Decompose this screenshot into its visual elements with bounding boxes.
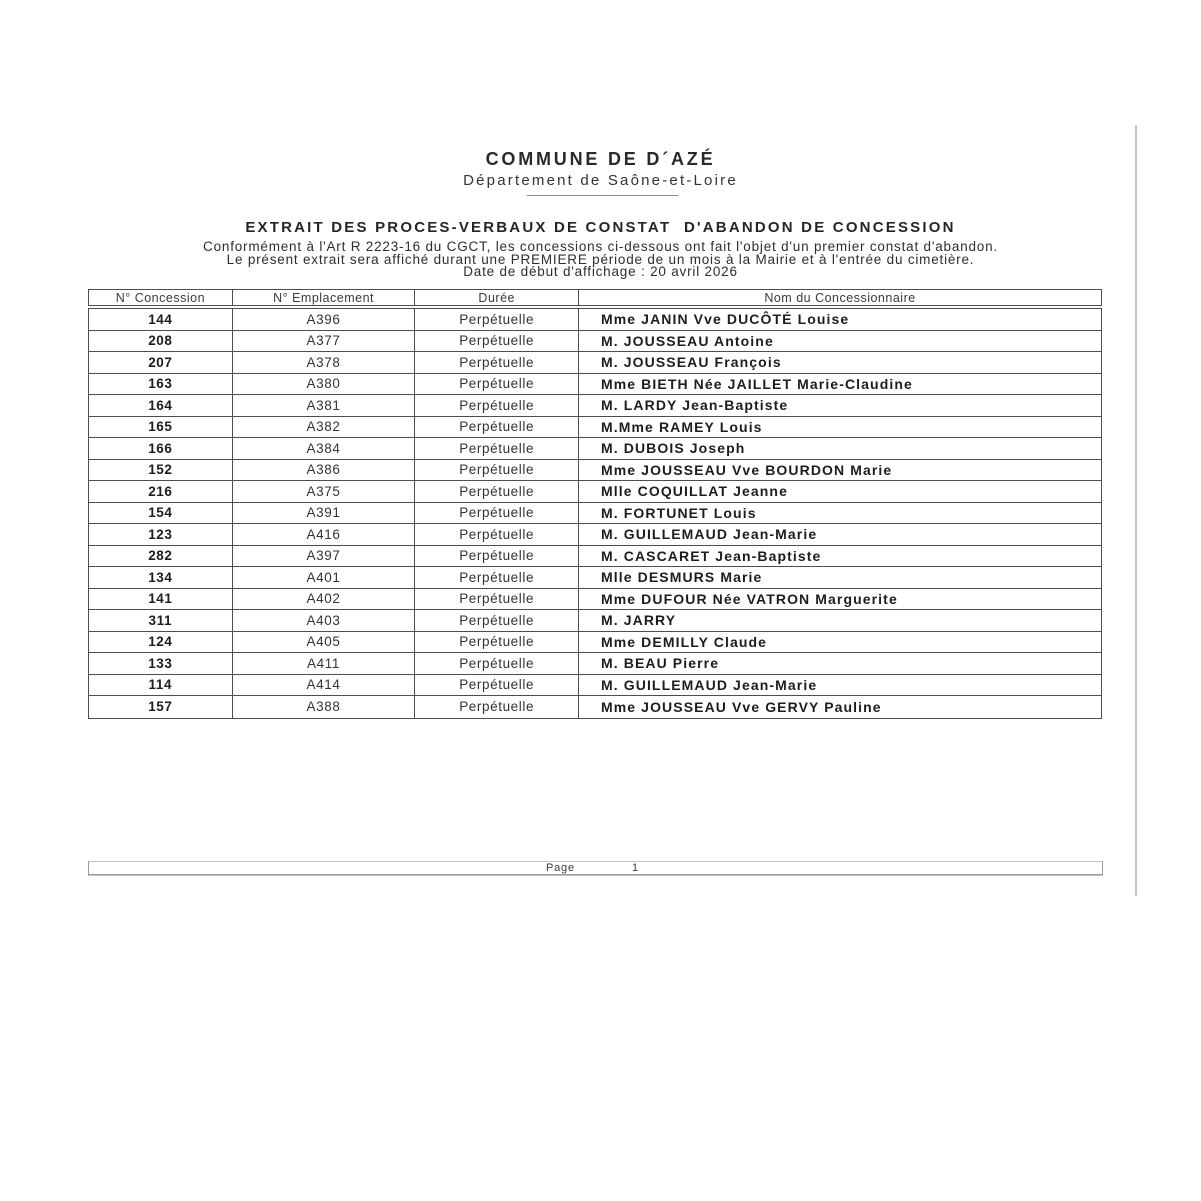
cell-emplacement: A414: [233, 675, 416, 696]
cell-duree: Perpétuelle: [415, 567, 579, 588]
cell-nom: Mme BIETH Née JAILLET Marie-Claudine: [601, 375, 913, 392]
cell-nom: M. JOUSSEAU François: [601, 354, 782, 371]
cell-concession: 216: [89, 481, 233, 502]
page-footer-bar: [88, 861, 1103, 875]
cell-emplacement: A403: [233, 610, 416, 631]
cell-nom: M. JOUSSEAU Antoine: [601, 332, 774, 349]
cell-emplacement: A388: [233, 696, 416, 718]
cell-duree: Perpétuelle: [415, 524, 579, 545]
table-row: [89, 653, 1101, 675]
cell-concession: 311: [89, 610, 233, 631]
column-header-nom: Nom du Concessionnaire: [764, 290, 916, 305]
cell-duree: Perpétuelle: [415, 632, 579, 653]
cell-duree: Perpétuelle: [415, 331, 579, 352]
cell-concession: 144: [89, 309, 233, 330]
cell-nom: Mlle COQUILLAT Jeanne: [601, 483, 788, 500]
cell-concession: 141: [89, 589, 233, 610]
table-row: [89, 374, 1101, 396]
cell-nom: Mme JANIN Vve DUCÔTÉ Louise: [601, 311, 850, 328]
cell-emplacement: A391: [233, 503, 416, 524]
cell-emplacement: A384: [233, 438, 416, 459]
intro-line-2: Le présent extrait sera affiché durant une PREMIERE période de un mois à la Mairie et à l'entrée du cimetière.: [226, 251, 975, 267]
cell-emplacement: A401: [233, 567, 416, 588]
intro-line-3: Date de début d'affichage : 20 avril 2026: [463, 264, 738, 279]
cell-nom: M. JARRY: [601, 612, 677, 629]
intro-paragraph: [0, 241, 1201, 279]
column-header-emplacement: N° Emplacement: [233, 290, 416, 305]
cell-nom: Mme DUFOUR Née VATRON Marguerite: [601, 590, 898, 607]
cell-nom: M. GUILLEMAUD Jean-Marie: [601, 676, 818, 693]
cell-concession: 154: [89, 503, 233, 524]
cell-concession: 123: [89, 524, 233, 545]
concessions-table: [88, 289, 1102, 719]
cell-duree: Perpétuelle: [415, 395, 579, 416]
cell-concession: 207: [89, 352, 233, 373]
cell-concession: 208: [89, 331, 233, 352]
cell-concession: 165: [89, 417, 233, 438]
cell-duree: Perpétuelle: [415, 503, 579, 524]
cell-duree: Perpétuelle: [415, 309, 579, 330]
table-row: [89, 632, 1101, 654]
cell-nom: M. FORTUNET Louis: [601, 504, 757, 521]
cell-concession: 166: [89, 438, 233, 459]
table-row: [89, 503, 1101, 525]
cell-duree: Perpétuelle: [415, 653, 579, 674]
cell-nom: M. CASCARET Jean-Baptiste: [601, 547, 822, 564]
cell-nom: M. DUBOIS Joseph: [601, 440, 746, 457]
scan-artifact-line: [1135, 125, 1137, 896]
cell-emplacement: A386: [233, 460, 416, 481]
table-row: [89, 696, 1101, 718]
cell-emplacement: A375: [233, 481, 416, 502]
cell-concession: 124: [89, 632, 233, 653]
table-row: [89, 352, 1101, 374]
cell-duree: Perpétuelle: [415, 481, 579, 502]
cell-duree: Perpétuelle: [415, 417, 579, 438]
cell-emplacement: A378: [233, 352, 416, 373]
page-number: 1: [632, 862, 639, 874]
cell-duree: Perpétuelle: [415, 460, 579, 481]
cell-nom: M. LARDY Jean-Baptiste: [601, 397, 789, 414]
cell-emplacement: A396: [233, 309, 416, 330]
table-row: [89, 589, 1101, 611]
cell-duree: Perpétuelle: [415, 610, 579, 631]
cell-duree: Perpétuelle: [415, 352, 579, 373]
table-row: [89, 524, 1101, 546]
table-row: [89, 395, 1101, 417]
cell-duree: Perpétuelle: [415, 696, 579, 718]
departement-subtitle: Département de Saône-et-Loire: [463, 172, 738, 189]
cell-emplacement: A405: [233, 632, 416, 653]
commune-title: COMMUNE DE D´AZÉ: [485, 149, 716, 169]
table-row: [89, 675, 1101, 697]
cell-emplacement: A402: [233, 589, 416, 610]
cell-nom: M. GUILLEMAUD Jean-Marie: [601, 526, 818, 543]
page-label: Page: [546, 862, 575, 874]
cell-duree: Perpétuelle: [415, 438, 579, 459]
cell-concession: 134: [89, 567, 233, 588]
cell-duree: Perpétuelle: [415, 374, 579, 395]
table-body: [88, 308, 1102, 719]
table-row: [89, 417, 1101, 439]
cell-concession: 114: [89, 675, 233, 696]
cell-concession: 163: [89, 374, 233, 395]
document-title: EXTRAIT DES PROCES-VERBAUX DE CONSTAT D'ABANDON DE CONCESSION: [245, 219, 956, 236]
cell-emplacement: A397: [233, 546, 416, 567]
cell-duree: Perpétuelle: [415, 546, 579, 567]
table-row: [89, 331, 1101, 353]
cell-nom: Mme DEMILLY Claude: [601, 633, 768, 650]
table-header-row: [88, 289, 1102, 306]
cell-concession: 164: [89, 395, 233, 416]
cell-emplacement: A381: [233, 395, 416, 416]
cell-emplacement: A377: [233, 331, 416, 352]
cell-concession: 133: [89, 653, 233, 674]
cell-nom: M.Mme RAMEY Louis: [601, 418, 763, 435]
table-row: [89, 438, 1101, 460]
cell-concession: 157: [89, 696, 233, 718]
table-row: [89, 481, 1101, 503]
departement-underline: [527, 195, 678, 196]
cell-nom: M. BEAU Pierre: [601, 655, 720, 672]
cell-duree: Perpétuelle: [415, 589, 579, 610]
cell-emplacement: A382: [233, 417, 416, 438]
cell-nom: Mlle DESMURS Marie: [601, 569, 763, 586]
column-header-duree: Durée: [415, 290, 579, 305]
cell-concession: 282: [89, 546, 233, 567]
table-row: [89, 309, 1101, 331]
table-row: [89, 546, 1101, 568]
table-row: [89, 610, 1101, 632]
cell-concession: 152: [89, 460, 233, 481]
column-header-concession: N° Concession: [89, 290, 233, 305]
cell-emplacement: A416: [233, 524, 416, 545]
table-row: [89, 460, 1101, 482]
cell-emplacement: A411: [233, 653, 416, 674]
cell-duree: Perpétuelle: [415, 675, 579, 696]
cell-nom: Mme JOUSSEAU Vve GERVY Pauline: [601, 698, 882, 715]
cell-emplacement: A380: [233, 374, 416, 395]
intro-line-1: Conformément à l'Art R 2223-16 du CGCT, les concessions ci-dessous ont fait l'objet d'un premier constat d'abandon.: [203, 239, 998, 254]
cell-nom: Mme JOUSSEAU Vve BOURDON Marie: [601, 461, 893, 478]
table-row: [89, 567, 1101, 589]
